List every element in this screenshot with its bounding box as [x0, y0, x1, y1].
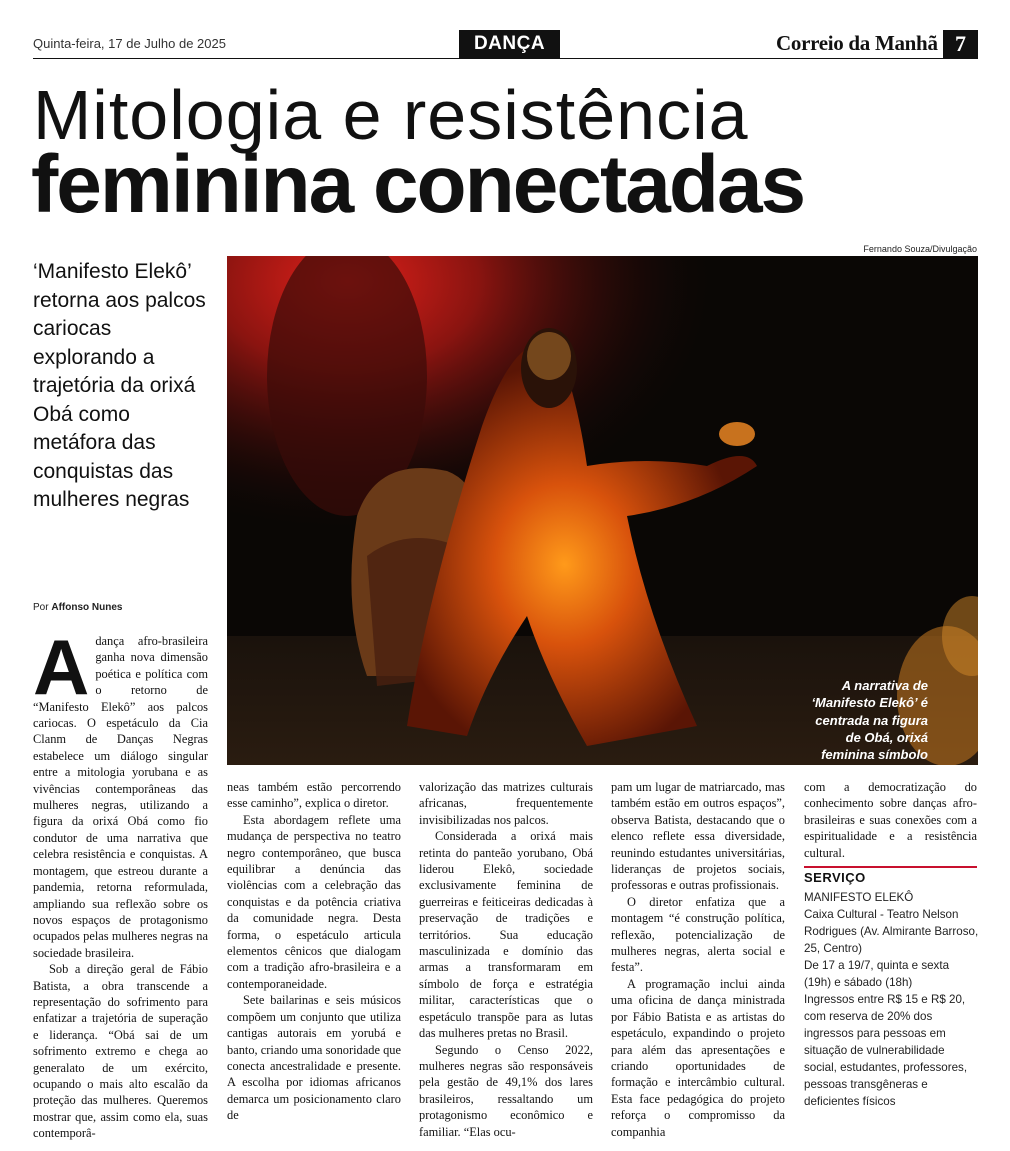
article-paragraph: Considerada a orixá mais retinta do panteão yorubano, Obá liderou Elekô, sociedade exclusivamente feminina de guerreiras e feiticeiras dedicadas à preservação de tradições e territórios. Sua educação masculinizada e domínio das armas a transformaram em símbolo de força e estratégia militar, características que o espetáculo transpõe para as lutas das mulheres pretas no Brasil. [419, 829, 593, 1041]
header-divider [33, 58, 978, 59]
article-paragraph: Sete bailarinas e seis músicos compõem um conjunto que utiliza cantigas autorais em yorubá e banto, criando uma sonoridade que conecta ancestralidade e presente. A escolha por idiomas africanos demarca um posicionamento claro de [227, 993, 401, 1123]
photo-caption: A narrativa de ‘Manifesto Elekô’ é centrada na figura de Obá, orixá feminina símbolo [811, 678, 928, 763]
service-show-name: MANIFESTO ELEKÔ [804, 891, 914, 904]
article-paragraph: Sob a direção geral de Fábio Batista, a obra transcende a representação do sofrimento para enfatizar a trajetória de superação e liderança. “Obá sai de um sofrimento extremo e chega ao generalato de um exército, ocupando o mais alto escalão da proteção das mulheres. Queremos mostrar que, assim como ela, suas contemporâ- [33, 962, 208, 1141]
article-paragraph: A programação inclui ainda uma oficina de dança ministrada por Fábio Batista e as artistas do espetáculo, expandindo o projeto para além das apresentações e criando oportunidades de formação e intercâmbio cultural. Esta face pedagógica do projeto reforça o compromisso da companhia [611, 976, 785, 1139]
newspaper-name: Correio da Manhã [776, 31, 938, 55]
byline-prefix: Por [33, 602, 49, 613]
article-paragraph: O diretor enfatiza que a montagem “é construção política, reflexão, potencialização de mulheres negras, alerta social e festa”. [611, 894, 785, 975]
service-dates: De 17 a 19/7, quinta e sexta (19h) e sábado (18h) [804, 959, 950, 989]
article-paragraph: Esta abordagem reflete uma mudança de perspectiva no teatro negro contemporâneo, que busca equilibrar a denúncia das violências com a celebração das conquistas e da potência criativa da comunidade negra. Desta forma, o espetáculo articula elementos cênicos que dialogam com a tradição afro-brasileira e a contemporaneidade. [227, 812, 401, 991]
deck-subheadline: ‘Manifesto Elekô’ retorna aos palcos cariocas explorando a trajetória da orixá Obá como metáfora das conquistas das mulheres negras [33, 260, 206, 511]
service-divider [804, 866, 977, 868]
article-column-4 [611, 779, 785, 1140]
article-paragraph: valorização das matrizes culturais africanas, frequentemente invisibilizadas nos palcos. [419, 780, 593, 827]
byline [33, 602, 122, 613]
article-column-2 [227, 779, 401, 1124]
article-column-3 [419, 779, 593, 1140]
page-number: 7 [943, 30, 978, 58]
article-column-5 [804, 779, 977, 861]
article-paragraph: pam um lugar de matriarcado, mas também estão em outros espaços”, observa Batista, destacando que o elenco reflete essa diversidade, reunindo estudantes universitárias, lideranças de projetos sociais, professoras e outras profissionais. [611, 780, 785, 893]
article-column-1 [33, 623, 208, 1142]
photo-credit: Fernando Souza/Divulgação [863, 244, 977, 254]
issue-date: Quinta-feira, 17 de Julho de 2025 [33, 36, 226, 51]
headline-line-2: feminina conectadas [31, 139, 805, 230]
service-title: SERVIÇO [804, 870, 866, 885]
article-paragraph: dança afro-brasileira ganha nova dimensão poética e política com o retorno de “Manifesto Elekô” aos palcos cariocas. O espetáculo da Cia Clanm de Danças Negras estabelece um diálogo singular entre a mitologia yorubana e as vivências contemporâneas das mulheres negras, utilizando a figura da orixá Obá como fio condutor de uma narrativa que celebra resistência e conquistas. A montagem, que estreou durante a pandemia, retorna reformulada, ampliando sua reflexão sobre os novos espaços de protagonismo ocupados pelas mulheres negras na sociedade brasileira. [33, 634, 208, 960]
article-paragraph: neas também estão percorrendo esse caminho”, explica o diretor. [227, 780, 401, 811]
headline-line-1: Mitologia e resistência [33, 76, 749, 154]
section-label: DANÇA [459, 30, 560, 58]
service-venue: Caixa Cultural - Teatro Nelson Rodrigues (Av. Almirante Barroso, 25, Centro) [804, 908, 979, 955]
drop-cap: A [33, 623, 90, 711]
article-photo [227, 256, 978, 765]
service-info [804, 889, 979, 1110]
byline-author: Affonso Nunes [51, 602, 123, 613]
article-paragraph: Segundo o Censo 2022, mulheres negras são responsáveis pela gestão de 49,1% dos lares brasileiros, ressaltando um protagonismo econômico e familiar. “Elas ocu- [419, 1042, 593, 1139]
service-tickets: Ingressos entre R$ 15 e R$ 20, com reserva de 20% dos ingressos para pessoas em situação de vulnerabilidade social, estudantes, professores, pessoas transgêneras e deficientes físicos [804, 993, 968, 1108]
article-paragraph: com a democratização do conhecimento sobre danças afro-brasileiras e suas conexões com a espiritualidade e a resistência cultural. [804, 780, 977, 860]
